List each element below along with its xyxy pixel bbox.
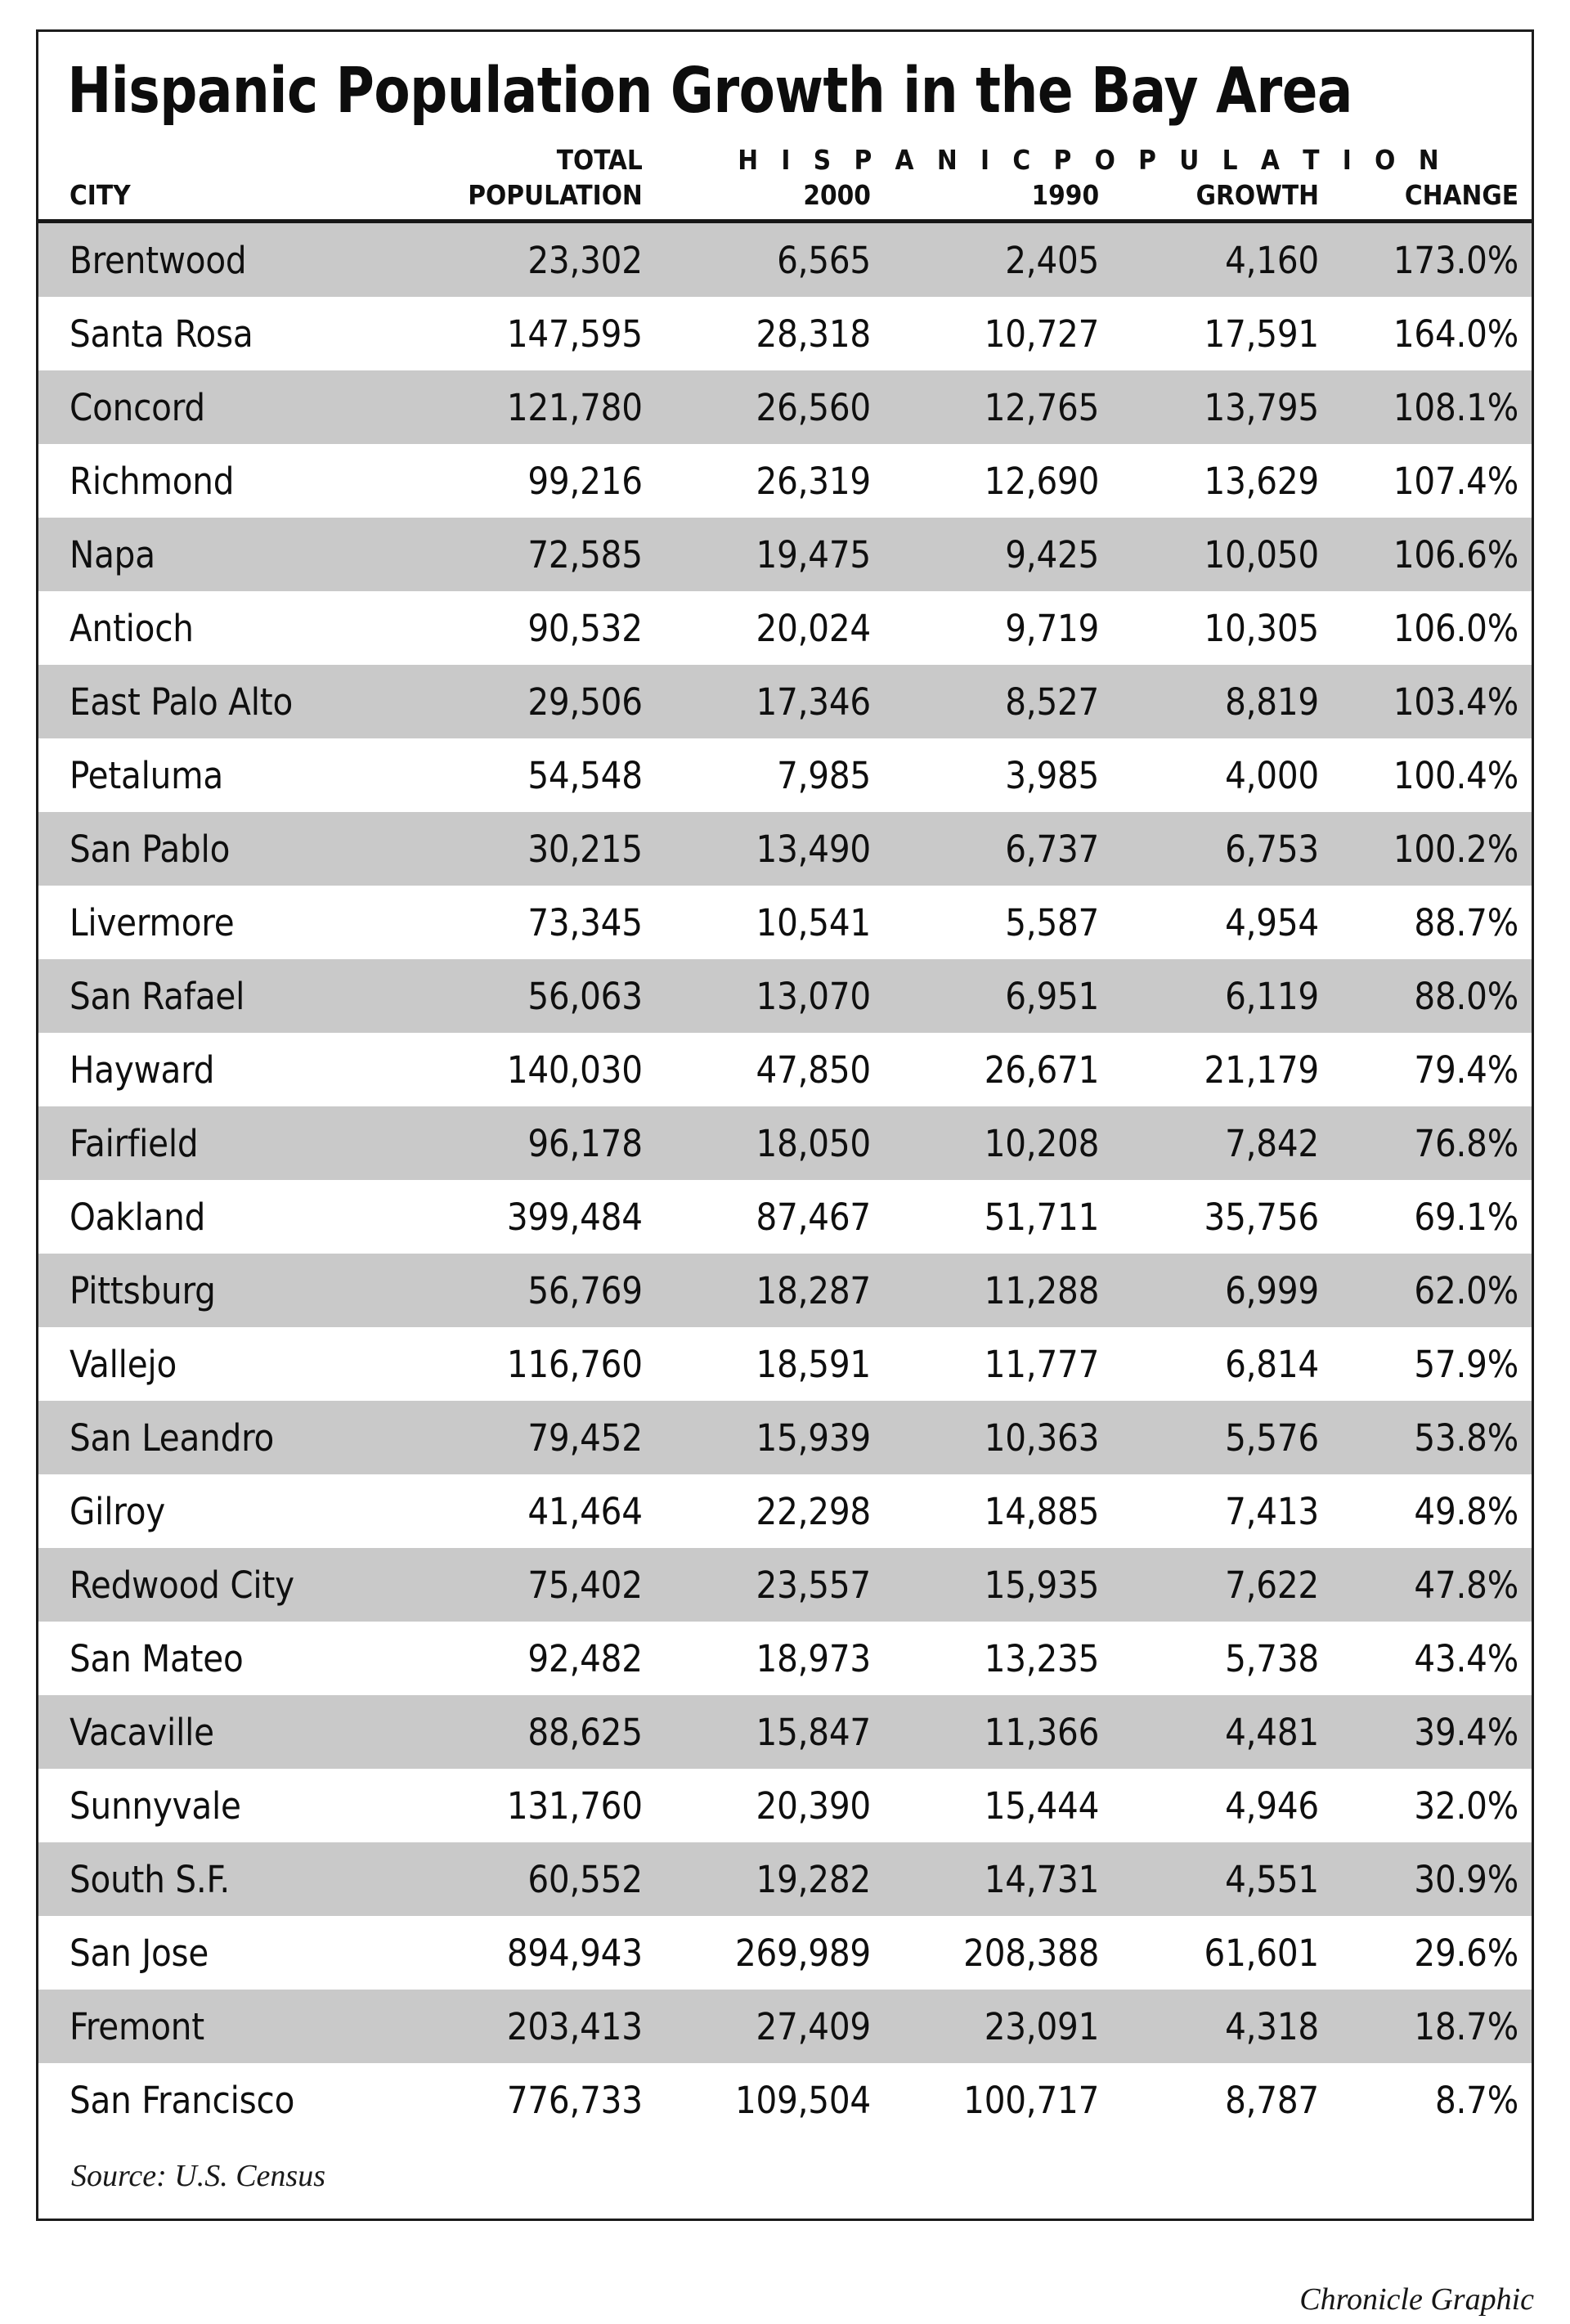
header-total-population-line1: TOTAL <box>556 144 643 176</box>
cell-hispanic-1990: 15,935 <box>884 1548 1112 1622</box>
table-row <box>38 1327 1532 1401</box>
cell-total-population: 203,413 <box>402 1990 656 2063</box>
cell-total-population: 894,943 <box>402 1916 656 1990</box>
cell-total-population: 88,625 <box>402 1695 656 1769</box>
cell-growth: 6,814 <box>1112 1327 1332 1401</box>
cell-growth: 13,795 <box>1112 370 1332 444</box>
header-hispanic-population-group: H I S P A N I C P O P U L A T I O N <box>738 144 1447 176</box>
table-row <box>38 444 1532 518</box>
source-note: Source: U.S. Census <box>38 2137 1532 2219</box>
table-row <box>38 1916 1532 1990</box>
cell-hispanic-1990: 11,366 <box>884 1695 1112 1769</box>
cell-change: 43.4% <box>1332 1622 1532 1695</box>
cell-city: San Mateo <box>38 1622 402 1695</box>
cell-change: 47.8% <box>1332 1548 1532 1622</box>
table-row <box>38 591 1532 665</box>
cell-hispanic-2000: 18,973 <box>656 1622 884 1695</box>
cell-hispanic-1990: 10,208 <box>884 1106 1112 1180</box>
cell-total-population: 399,484 <box>402 1180 656 1254</box>
table-row <box>38 1474 1532 1548</box>
cell-change: 107.4% <box>1332 444 1532 518</box>
cell-city: San Rafael <box>38 959 402 1033</box>
cell-hispanic-1990: 15,444 <box>884 1769 1112 1842</box>
cell-growth: 7,842 <box>1112 1106 1332 1180</box>
cell-total-population: 56,063 <box>402 959 656 1033</box>
header-city: CITY <box>38 177 402 222</box>
population-table <box>38 131 1532 2137</box>
cell-hispanic-1990: 14,731 <box>884 1842 1112 1916</box>
header-total-population-line2: POPULATION <box>402 177 656 222</box>
cell-hispanic-1990: 11,777 <box>884 1327 1112 1401</box>
cell-change: 106.0% <box>1332 591 1532 665</box>
cell-hispanic-2000: 13,490 <box>656 812 884 886</box>
cell-change: 108.1% <box>1332 370 1532 444</box>
cell-change: 69.1% <box>1332 1180 1532 1254</box>
cell-growth: 17,591 <box>1112 297 1332 370</box>
cell-hispanic-2000: 18,287 <box>656 1254 884 1327</box>
cell-total-population: 60,552 <box>402 1842 656 1916</box>
table-row <box>38 1695 1532 1769</box>
cell-change: 100.4% <box>1332 738 1532 812</box>
cell-hispanic-1990: 8,527 <box>884 665 1112 738</box>
cell-hispanic-2000: 15,847 <box>656 1695 884 1769</box>
cell-total-population: 72,585 <box>402 518 656 591</box>
header-year-2000: 2000 <box>656 177 884 222</box>
cell-hispanic-1990: 10,363 <box>884 1401 1112 1474</box>
header-change: CHANGE <box>1332 177 1532 222</box>
cell-growth: 5,576 <box>1112 1401 1332 1474</box>
header-year-1990: 1990 <box>884 177 1112 222</box>
cell-growth: 4,551 <box>1112 1842 1332 1916</box>
cell-total-population: 776,733 <box>402 2063 656 2137</box>
cell-hispanic-1990: 9,425 <box>884 518 1112 591</box>
table-row <box>38 1769 1532 1842</box>
cell-growth: 4,954 <box>1112 886 1332 959</box>
cell-total-population: 99,216 <box>402 444 656 518</box>
cell-hispanic-2000: 269,989 <box>656 1916 884 1990</box>
header-row-group <box>38 131 1532 177</box>
cell-change: 18.7% <box>1332 1990 1532 2063</box>
cell-growth: 6,753 <box>1112 812 1332 886</box>
cell-change: 88.7% <box>1332 886 1532 959</box>
cell-city: Concord <box>38 370 402 444</box>
table-row <box>38 222 1532 298</box>
table-row <box>38 2063 1532 2137</box>
cell-change: 53.8% <box>1332 1401 1532 1474</box>
header-spacer <box>38 131 402 177</box>
cell-hispanic-1990: 23,091 <box>884 1990 1112 2063</box>
cell-city: Fremont <box>38 1990 402 2063</box>
cell-growth: 4,000 <box>1112 738 1332 812</box>
cell-city: Richmond <box>38 444 402 518</box>
cell-hispanic-2000: 18,050 <box>656 1106 884 1180</box>
cell-city: San Pablo <box>38 812 402 886</box>
cell-hispanic-2000: 47,850 <box>656 1033 884 1106</box>
cell-city: San Jose <box>38 1916 402 1990</box>
cell-growth: 6,999 <box>1112 1254 1332 1327</box>
table-row <box>38 518 1532 591</box>
cell-total-population: 140,030 <box>402 1033 656 1106</box>
cell-total-population: 79,452 <box>402 1401 656 1474</box>
cell-change: 39.4% <box>1332 1695 1532 1769</box>
cell-total-population: 23,302 <box>402 222 656 298</box>
table-row <box>38 1548 1532 1622</box>
cell-city: Pittsburg <box>38 1254 402 1327</box>
cell-hispanic-2000: 109,504 <box>656 2063 884 2137</box>
cell-city: Napa <box>38 518 402 591</box>
cell-growth: 4,318 <box>1112 1990 1332 2063</box>
table-row <box>38 297 1532 370</box>
cell-growth: 10,305 <box>1112 591 1332 665</box>
cell-total-population: 121,780 <box>402 370 656 444</box>
table-row <box>38 665 1532 738</box>
cell-change: 79.4% <box>1332 1033 1532 1106</box>
cell-change: 57.9% <box>1332 1327 1532 1401</box>
cell-growth: 7,413 <box>1112 1474 1332 1548</box>
cell-hispanic-1990: 14,885 <box>884 1474 1112 1548</box>
cell-hispanic-1990: 6,737 <box>884 812 1112 886</box>
cell-hispanic-1990: 11,288 <box>884 1254 1112 1327</box>
page-title: Hispanic Population Growth in the Bay Area <box>67 55 1352 128</box>
cell-city: Vacaville <box>38 1695 402 1769</box>
cell-change: 173.0% <box>1332 222 1532 298</box>
cell-change: 30.9% <box>1332 1842 1532 1916</box>
header-row-columns <box>38 177 1532 222</box>
cell-hispanic-2000: 26,319 <box>656 444 884 518</box>
cell-hispanic-1990: 3,985 <box>884 738 1112 812</box>
cell-hispanic-1990: 26,671 <box>884 1033 1112 1106</box>
cell-growth: 4,481 <box>1112 1695 1332 1769</box>
table-row <box>38 1033 1532 1106</box>
cell-city: Hayward <box>38 1033 402 1106</box>
table-head <box>38 131 1532 222</box>
cell-total-population: 92,482 <box>402 1622 656 1695</box>
cell-city: Santa Rosa <box>38 297 402 370</box>
cell-hispanic-2000: 10,541 <box>656 886 884 959</box>
cell-total-population: 73,345 <box>402 886 656 959</box>
cell-total-population: 116,760 <box>402 1327 656 1401</box>
cell-city: San Leandro <box>38 1401 402 1474</box>
cell-growth: 8,819 <box>1112 665 1332 738</box>
cell-change: 100.2% <box>1332 812 1532 886</box>
cell-growth: 7,622 <box>1112 1548 1332 1622</box>
cell-hispanic-1990: 100,717 <box>884 2063 1112 2137</box>
table-row <box>38 886 1532 959</box>
cell-hispanic-1990: 208,388 <box>884 1916 1112 1990</box>
cell-change: 62.0% <box>1332 1254 1532 1327</box>
table-row <box>38 738 1532 812</box>
cell-city: Vallejo <box>38 1327 402 1401</box>
cell-total-population: 75,402 <box>402 1548 656 1622</box>
cell-city: Redwood City <box>38 1548 402 1622</box>
cell-total-population: 96,178 <box>402 1106 656 1180</box>
cell-change: 49.8% <box>1332 1474 1532 1548</box>
cell-hispanic-2000: 7,985 <box>656 738 884 812</box>
cell-city: Brentwood <box>38 222 402 298</box>
cell-change: 32.0% <box>1332 1769 1532 1842</box>
cell-hispanic-2000: 17,346 <box>656 665 884 738</box>
cell-hispanic-2000: 15,939 <box>656 1401 884 1474</box>
cell-hispanic-2000: 26,560 <box>656 370 884 444</box>
table-row <box>38 1401 1532 1474</box>
cell-change: 8.7% <box>1332 2063 1532 2137</box>
cell-hispanic-1990: 13,235 <box>884 1622 1112 1695</box>
cell-city: South S.F. <box>38 1842 402 1916</box>
cell-growth: 13,629 <box>1112 444 1332 518</box>
cell-city: Fairfield <box>38 1106 402 1180</box>
cell-growth: 35,756 <box>1112 1180 1332 1254</box>
table-row <box>38 1622 1532 1695</box>
table-row <box>38 959 1532 1033</box>
cell-total-population: 41,464 <box>402 1474 656 1548</box>
table-row <box>38 1254 1532 1327</box>
cell-growth: 4,160 <box>1112 222 1332 298</box>
cell-city: East Palo Alto <box>38 665 402 738</box>
cell-hispanic-2000: 87,467 <box>656 1180 884 1254</box>
cell-hispanic-2000: 20,024 <box>656 591 884 665</box>
cell-hispanic-1990: 6,951 <box>884 959 1112 1033</box>
table-body <box>38 222 1532 2138</box>
cell-growth: 21,179 <box>1112 1033 1332 1106</box>
cell-city: Antioch <box>38 591 402 665</box>
cell-hispanic-2000: 19,475 <box>656 518 884 591</box>
cell-hispanic-2000: 18,591 <box>656 1327 884 1401</box>
cell-total-population: 56,769 <box>402 1254 656 1327</box>
cell-city: Petaluma <box>38 738 402 812</box>
table-row <box>38 1990 1532 2063</box>
cell-total-population: 30,215 <box>402 812 656 886</box>
cell-hispanic-2000: 27,409 <box>656 1990 884 2063</box>
cell-city: Sunnyvale <box>38 1769 402 1842</box>
table-row <box>38 1106 1532 1180</box>
table-row <box>38 370 1532 444</box>
cell-hispanic-1990: 9,719 <box>884 591 1112 665</box>
cell-total-population: 54,548 <box>402 738 656 812</box>
header-growth: GROWTH <box>1112 177 1332 222</box>
cell-hispanic-1990: 51,711 <box>884 1180 1112 1254</box>
cell-hispanic-2000: 23,557 <box>656 1548 884 1622</box>
cell-total-population: 147,595 <box>402 297 656 370</box>
cell-growth: 5,738 <box>1112 1622 1332 1695</box>
cell-hispanic-1990: 5,587 <box>884 886 1112 959</box>
cell-growth: 61,601 <box>1112 1916 1332 1990</box>
cell-hispanic-2000: 28,318 <box>656 297 884 370</box>
cell-growth: 10,050 <box>1112 518 1332 591</box>
chronicle-credit: Chronicle Graphic <box>1299 2282 1534 2317</box>
cell-total-population: 29,506 <box>402 665 656 738</box>
cell-change: 164.0% <box>1332 297 1532 370</box>
cell-change: 106.6% <box>1332 518 1532 591</box>
cell-change: 76.8% <box>1332 1106 1532 1180</box>
cell-hispanic-1990: 10,727 <box>884 297 1112 370</box>
cell-hispanic-2000: 13,070 <box>656 959 884 1033</box>
cell-total-population: 90,532 <box>402 591 656 665</box>
table-row <box>38 812 1532 886</box>
cell-hispanic-2000: 19,282 <box>656 1842 884 1916</box>
cell-change: 88.0% <box>1332 959 1532 1033</box>
cell-city: San Francisco <box>38 2063 402 2137</box>
cell-city: Livermore <box>38 886 402 959</box>
cell-growth: 6,119 <box>1112 959 1332 1033</box>
cell-change: 29.6% <box>1332 1916 1532 1990</box>
cell-city: Gilroy <box>38 1474 402 1548</box>
cell-hispanic-1990: 2,405 <box>884 222 1112 298</box>
cell-growth: 4,946 <box>1112 1769 1332 1842</box>
cell-hispanic-1990: 12,690 <box>884 444 1112 518</box>
cell-hispanic-1990: 12,765 <box>884 370 1112 444</box>
cell-hispanic-2000: 6,565 <box>656 222 884 298</box>
cell-hispanic-2000: 20,390 <box>656 1769 884 1842</box>
table-frame <box>36 29 1534 2221</box>
cell-city: Oakland <box>38 1180 402 1254</box>
cell-growth: 8,787 <box>1112 2063 1332 2137</box>
table-row <box>38 1842 1532 1916</box>
cell-change: 103.4% <box>1332 665 1532 738</box>
cell-total-population: 131,760 <box>402 1769 656 1842</box>
table-row <box>38 1180 1532 1254</box>
cell-hispanic-2000: 22,298 <box>656 1474 884 1548</box>
